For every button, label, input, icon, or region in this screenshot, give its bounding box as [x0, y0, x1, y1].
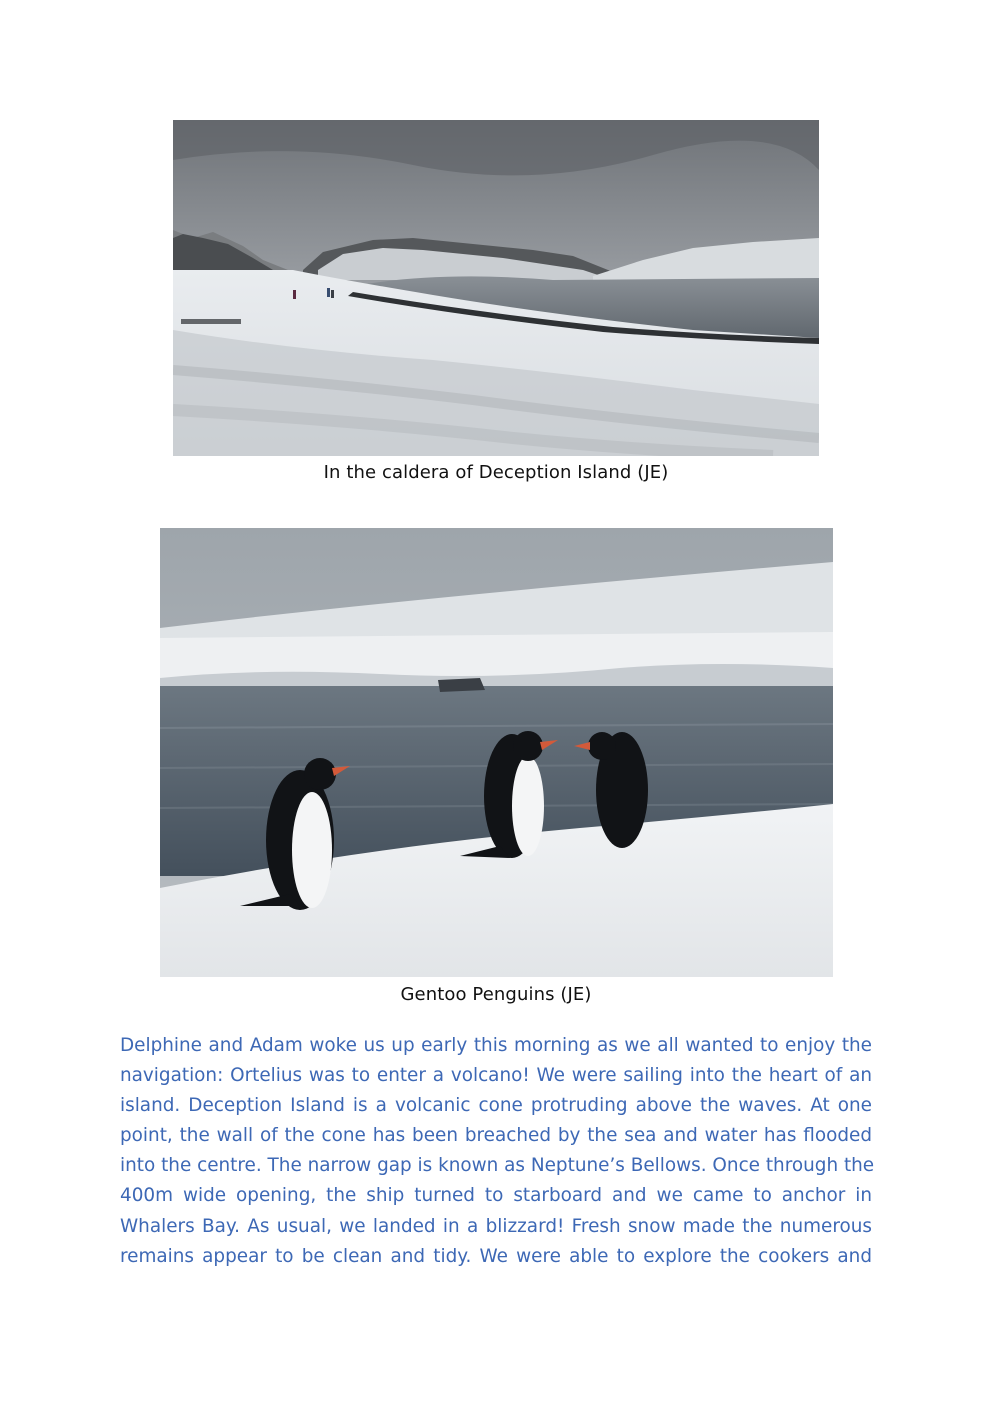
- paragraph-line: into the centre. The narrow gap is known as Neptune’s Bellows. Once through the: [120, 1155, 875, 1177]
- paragraph-line: Delphine and Adam woke us up early this morning as we all wanted to enjoy the: [120, 1035, 872, 1056]
- caldera-landscape-image: [173, 120, 819, 456]
- penguins-photo: [160, 528, 833, 977]
- paragraph-line: remains appear to be clean and tidy. We were able to explore the cookers and: [120, 1245, 872, 1267]
- paragraph-line: 400m wide opening, the ship turned to starboard and we came to anchor in: [120, 1185, 872, 1207]
- body-paragraph: [120, 1031, 875, 1272]
- paragraph-line: point, the wall of the cone has been breached by the sea and water has flooded: [120, 1125, 872, 1147]
- paragraph-line: navigation: Ortelius was to enter a volcano! We were sailing into the heart of an: [120, 1065, 872, 1087]
- paragraph-line: island. Deception Island is a volcanic cone protruding above the waves. At one: [120, 1095, 872, 1117]
- paragraph-line: Whalers Bay. As usual, we landed in a blizzard! Fresh snow made the numerous: [120, 1215, 872, 1237]
- caldera-photo: [173, 120, 819, 456]
- penguins-photo-caption: Gentoo Penguins (JE): [400, 984, 592, 1005]
- caldera-photo-caption: In the caldera of Deception Island (JE): [323, 462, 669, 483]
- gentoo-penguins-image: [160, 528, 833, 977]
